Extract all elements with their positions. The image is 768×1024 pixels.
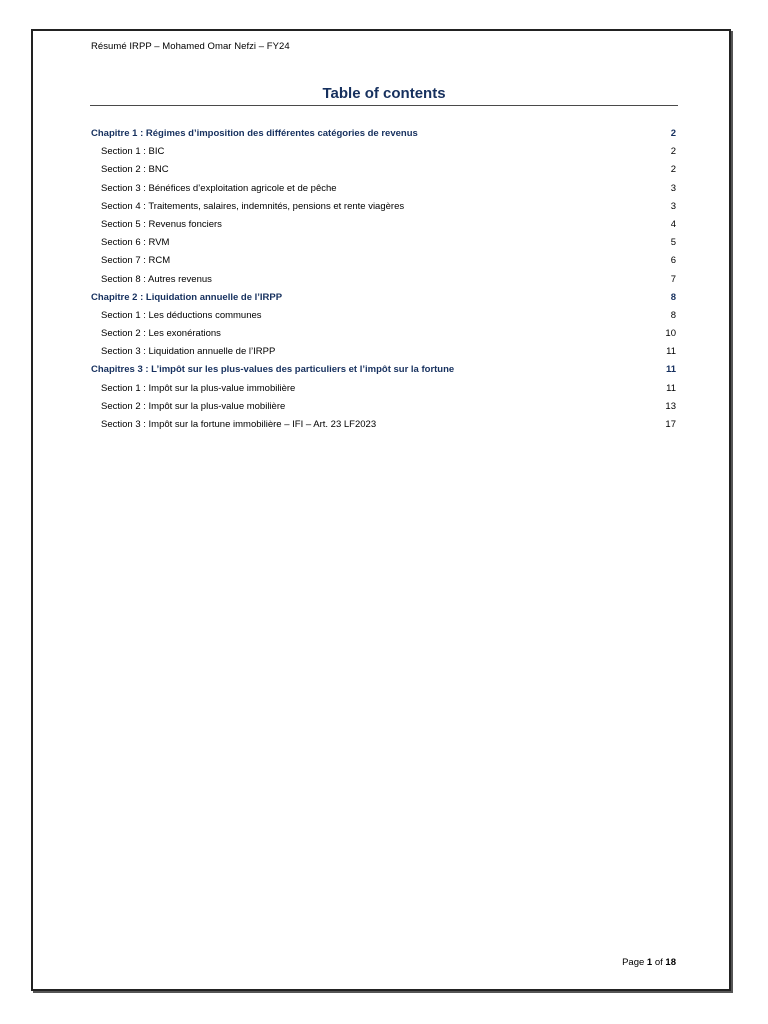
page-word: Page	[622, 957, 645, 968]
toc-title: Table of contents	[322, 85, 446, 102]
toc-entry-label: Section 6 : RVM	[101, 237, 170, 249]
toc-section-entry[interactable]	[91, 271, 676, 289]
toc-entry-page-number: 11	[665, 364, 676, 376]
toc-entry-page-number: 7	[670, 273, 676, 285]
toc-entry-page-number: 6	[670, 255, 676, 267]
toc-chapter-entry[interactable]	[91, 125, 676, 143]
toc-entry-label: Section 7 : RCM	[101, 255, 171, 267]
toc-entry-label: Section 2 : Impôt sur la plus-value mobilière	[101, 400, 286, 412]
toc-entry-page-number: 2	[670, 164, 676, 176]
page-footer	[560, 957, 676, 968]
toc-entry-label: Chapitres 3 : L’impôt sur les plus-values des particuliers et l’impôt sur la fortune	[91, 364, 455, 376]
toc-section-entry[interactable]	[91, 143, 676, 161]
toc-entry-label: Section 3 : Bénéfices d’exploitation agricole et de pêche	[101, 182, 337, 194]
toc-entry-page-number: 11	[666, 382, 676, 394]
toc-entry-page-number: 10	[665, 328, 676, 340]
toc-entry-label: Section 3 : Liquidation annuelle de l’IRPP	[101, 346, 276, 358]
toc-entry-page-number: 8	[670, 309, 676, 321]
toc-entry-page-number: 13	[665, 400, 676, 412]
toc-entry-label: Chapitre 1 : Régimes d’imposition des différentes catégories de revenus	[91, 128, 418, 139]
toc-section-entry[interactable]	[91, 216, 676, 234]
toc-section-entry[interactable]	[91, 398, 676, 416]
toc-section-entry[interactable]	[91, 343, 676, 361]
toc-entry-label: Chapitre 2 : Liquidation annuelle de l’IRPP	[91, 291, 283, 303]
toc-entry-label: Section 1 : Les déductions communes	[101, 309, 262, 321]
toc-list	[91, 125, 676, 434]
toc-chapter-entry[interactable]	[91, 361, 676, 379]
toc-section-entry[interactable]	[91, 307, 676, 325]
toc-entry-page-number: 4	[670, 218, 676, 230]
toc-entry-label: Section 2 : Les exonérations	[101, 328, 221, 340]
of-word: of	[654, 957, 663, 968]
toc-entry-page-number: 2	[670, 128, 676, 139]
toc-section-entry[interactable]	[91, 234, 676, 252]
toc-entry-page-number: 5	[670, 237, 676, 249]
toc-entry-label: Section 8 : Autres revenus	[101, 273, 212, 285]
toc-entry-page-number: 3	[670, 182, 676, 194]
toc-chapter-entry[interactable]	[91, 289, 676, 307]
toc-section-entry[interactable]	[91, 161, 676, 179]
toc-entry-page-number: 2	[670, 146, 676, 158]
toc-entry-label: Section 4 : Traitements, salaires, indemnités, pensions et rente viagères	[101, 200, 405, 212]
toc-entry-page-number: 3	[670, 200, 676, 212]
toc-section-entry[interactable]	[91, 325, 676, 343]
toc-section-entry[interactable]	[91, 198, 676, 216]
toc-entry-page-number: 11	[666, 346, 676, 358]
toc-entry-page-number: 17	[665, 419, 676, 430]
toc-entry-page-number: 8	[670, 291, 676, 303]
toc-entry-label: Section 2 : BNC	[101, 164, 169, 176]
current-page-number: 1	[646, 957, 653, 968]
toc-entry-label: Section 1 : BIC	[101, 146, 165, 158]
total-pages-number: 18	[665, 957, 676, 968]
toc-section-entry[interactable]	[91, 180, 676, 198]
toc-section-entry[interactable]	[91, 380, 676, 398]
toc-entry-label: Section 5 : Revenus fonciers	[101, 218, 222, 230]
running-header: Résumé IRPP – Mohamed Omar Nefzi – FY24	[91, 41, 290, 52]
toc-section-entry[interactable]	[91, 416, 676, 434]
toc-section-entry[interactable]	[91, 252, 676, 270]
toc-entry-label: Section 3 : Impôt sur la fortune immobilière – IFI – Art. 23 LF2023	[101, 419, 377, 430]
title-divider	[90, 105, 678, 106]
toc-entry-label: Section 1 : Impôt sur la plus-value immobilière	[101, 382, 296, 394]
